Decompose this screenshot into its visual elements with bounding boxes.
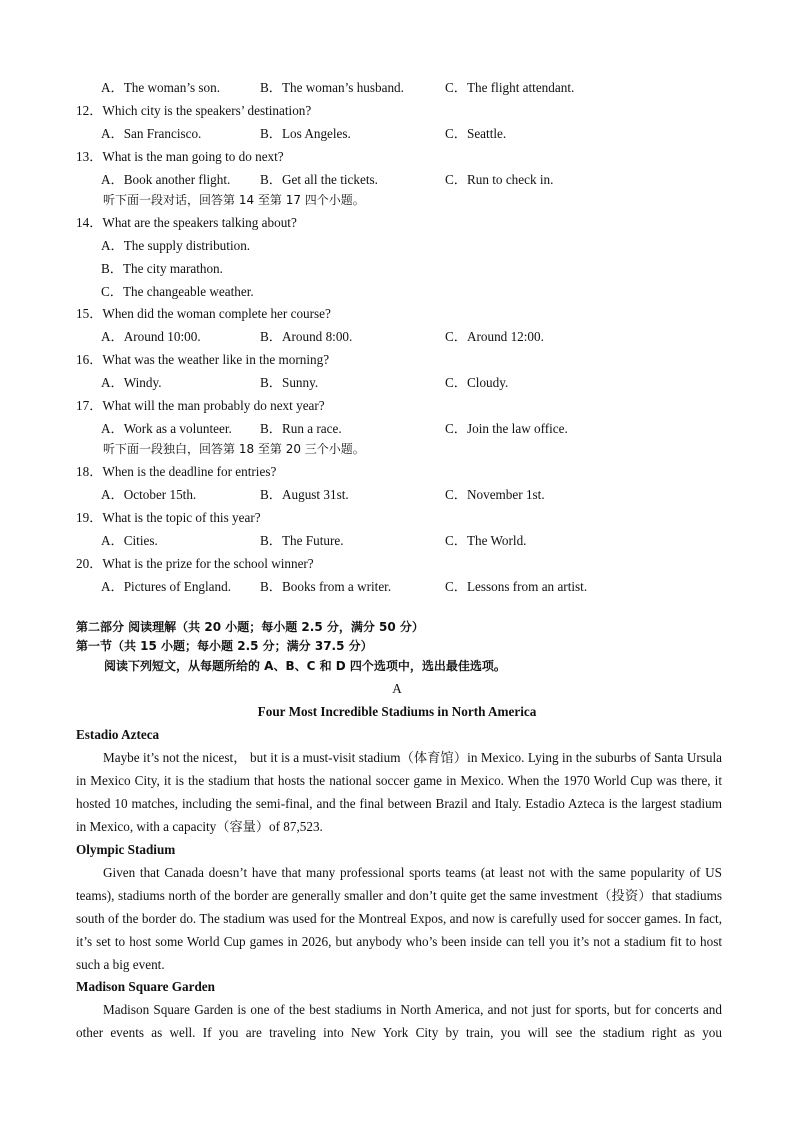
section-direction: 阅读下列短文，从每题所给的 A、B、C 和 D 四个选项中，选出最佳选项。	[104, 659, 506, 673]
option-a: A．October 15th.	[101, 487, 197, 502]
stadium-paragraph: Madison Square Garden is one of the best stadiums in North America, and not just for sports, but for concerts and other events as well. If you are traveling into New York City by train, you will see the stadium right as you	[76, 1002, 722, 1040]
stadium-paragraph: Maybe it’s not the nicest， but it is a must-visit stadium（体育馆）in Mexico. Lying in the suburbs of Santa Ursula in Mexico City, it is the stadium that hosts the national soccer game in Mexico. When the 1970 World Cup was there, it hosted 10 matches, including the semi-final, and the final between Brazil and Italy. Estadio Azteca is the largest stadium in Mexico, with a capacity（容量）of 87,523.	[76, 750, 722, 834]
option-b: B．Get all the tickets.	[260, 172, 378, 187]
option-a: A．Cities.	[101, 533, 158, 548]
option-b: B．Sunny.	[260, 375, 319, 390]
option-b: B．August 31st.	[260, 487, 349, 502]
stadium-heading: Madison Square Garden	[76, 979, 215, 994]
passage-title: Four Most Incredible Stadiums in North America	[257, 704, 537, 719]
option-b: B．The city marathon.	[101, 261, 223, 276]
option-a: A．Windy.	[101, 375, 162, 390]
option-c: C．The flight attendant.	[445, 80, 575, 95]
instruction-monologue: 听下面一段独白，回答第 18 至第 20 三个小题。	[103, 442, 365, 456]
option-a: A．Pictures of England.	[101, 579, 232, 594]
option-c: C．The changeable weather.	[101, 284, 254, 299]
stadium-heading: Estadio Azteca	[76, 727, 160, 742]
option-b: B．Around 8:00.	[260, 329, 353, 344]
question-stem: 12．Which city is the speakers’ destination?	[76, 103, 312, 118]
option-c: C．Cloudy.	[445, 375, 509, 390]
question-stem: 16．What was the weather like in the morning?	[76, 352, 330, 367]
option-b: B．Los Angeles.	[260, 126, 351, 141]
option-b: B．The woman’s husband.	[260, 80, 404, 95]
option-b: B．Books from a writer.	[260, 579, 392, 594]
option-a: A．San Francisco.	[101, 126, 202, 141]
option-c: C．Run to check in.	[445, 172, 554, 187]
stadium-paragraph: Given that Canada doesn’t have that many professional sports teams (at least not with the same popularity of US teams), stadiums north of the border are generally smaller and don’t quite get the same investment（投资）that stadiums south of the border do. The stadium was used for the Montreal Expos, and now is carefully used for soccer games. In fact, it’s set to host some World Cup games in 2026, but anybody who’s been inside can tell you it’s not a stadium fit to host such a big event.	[76, 865, 722, 972]
option-b: B．The Future.	[260, 533, 344, 548]
option-a: A．Around 10:00.	[101, 329, 201, 344]
section-heading: 第一节（共 15 小题；每小题 2.5 分；满分 37.5 分）	[76, 639, 373, 653]
option-a: A．Book another flight.	[101, 172, 231, 187]
question-stem: 15．When did the woman complete her course?	[76, 306, 331, 321]
stadium-heading: Olympic Stadium	[76, 842, 176, 857]
question-stem: 19．What is the topic of this year?	[76, 510, 261, 525]
question-stem: 18．When is the deadline for entries?	[76, 464, 277, 479]
part-heading: 第二部分 阅读理解（共 20 小题；每小题 2.5 分，满分 50 分）	[76, 620, 424, 634]
option-c: C．The World.	[445, 533, 527, 548]
question-stem: 20．What is the prize for the school winner?	[76, 556, 314, 571]
option-c: C．November 1st.	[445, 487, 545, 502]
passage-letter: A	[392, 681, 402, 696]
question-stem: 14．What are the speakers talking about?	[76, 215, 297, 230]
question-stem: 13．What is the man going to do next?	[76, 149, 284, 164]
option-a: A．The woman’s son.	[101, 80, 221, 95]
instruction-dialogue: 听下面一段对话，回答第 14 至第 17 四个小题。	[103, 193, 365, 207]
option-a: A．Work as a volunteer.	[101, 421, 232, 436]
option-a: A．The supply distribution.	[101, 238, 251, 253]
question-stem: 17．What will the man probably do next year?	[76, 398, 325, 413]
option-c: C．Seattle.	[445, 126, 507, 141]
option-c: C．Lessons from an artist.	[445, 579, 588, 594]
option-c: C．Around 12:00.	[445, 329, 544, 344]
option-c: C．Join the law office.	[445, 421, 568, 436]
option-b: B．Run a race.	[260, 421, 342, 436]
